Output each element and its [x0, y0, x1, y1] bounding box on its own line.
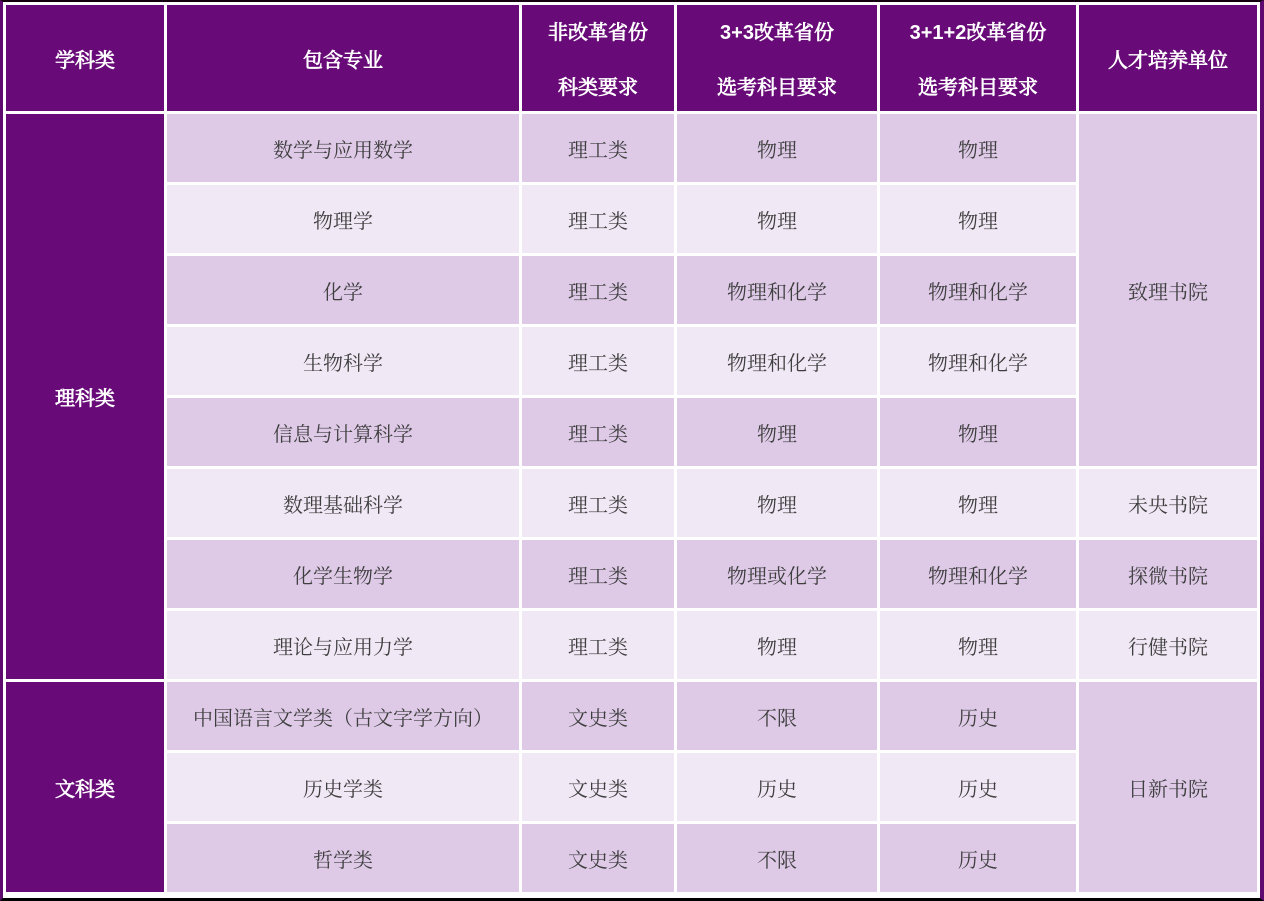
- table-row: [6, 682, 1257, 750]
- req-3-3-cell: 物理或化学: [677, 540, 877, 608]
- req-3-3-cell: 物理和化学: [677, 256, 877, 324]
- req-3-3-cell: 不限: [677, 682, 877, 750]
- category-cell-liberal-arts: 文科类: [6, 682, 164, 892]
- unit-cell-zhili: 致理书院: [1079, 114, 1257, 466]
- req-3-1-2-cell: 物理和化学: [880, 327, 1076, 395]
- class-req-cell: 文史类: [522, 682, 674, 750]
- header-label-line2: 科类要求: [558, 77, 638, 99]
- table-row: [6, 185, 1257, 253]
- header-reform-3-1-2: [880, 5, 1076, 111]
- header-row: [6, 5, 1257, 111]
- header-label-line2: 选考科目要求: [717, 77, 837, 99]
- req-3-1-2-cell: 历史: [880, 682, 1076, 750]
- table-row: [6, 114, 1257, 182]
- major-cell: 中国语言文学类（古文字学方向）: [167, 682, 519, 750]
- major-cell: 历史学类: [167, 753, 519, 821]
- header-label: 学科类: [55, 49, 115, 72]
- table-row: [6, 824, 1257, 892]
- table-row: [6, 327, 1257, 395]
- class-req-cell: 理工类: [522, 185, 674, 253]
- header-label: 人才培养单位: [1108, 49, 1228, 72]
- category-cell-science: 理科类: [6, 114, 164, 679]
- header-label: 包含专业: [303, 49, 383, 72]
- table-row: [6, 753, 1257, 821]
- header-non-reform: [522, 5, 674, 111]
- header-reform-3-3: [677, 5, 877, 111]
- class-req-cell: 理工类: [522, 540, 674, 608]
- unit-cell-rixin: 日新书院: [1079, 682, 1257, 892]
- header-label-line1: 非改革省份: [548, 22, 648, 44]
- major-cell: 生物科学: [167, 327, 519, 395]
- major-cell: 化学生物学: [167, 540, 519, 608]
- class-req-cell: 文史类: [522, 753, 674, 821]
- req-3-3-cell: 物理: [677, 469, 877, 537]
- header-label-line1: 3+3改革省份: [720, 22, 834, 44]
- major-cell: 信息与计算科学: [167, 398, 519, 466]
- header-label-line2: 选考科目要求: [918, 77, 1038, 99]
- req-3-3-cell: 物理: [677, 185, 877, 253]
- table-row: [6, 611, 1257, 679]
- table-row: [6, 540, 1257, 608]
- unit-cell-tanwei: 探微书院: [1079, 540, 1257, 608]
- class-req-cell: 理工类: [522, 398, 674, 466]
- req-3-3-cell: 物理: [677, 398, 877, 466]
- header-label-line1: 3+1+2改革省份: [909, 22, 1047, 44]
- class-req-cell: 理工类: [522, 114, 674, 182]
- req-3-1-2-cell: 物理: [880, 611, 1076, 679]
- major-cell: 化学: [167, 256, 519, 324]
- req-3-3-cell: 物理: [677, 114, 877, 182]
- class-req-cell: 理工类: [522, 256, 674, 324]
- major-cell: 理论与应用力学: [167, 611, 519, 679]
- header-talent-unit: [1079, 5, 1257, 111]
- table-row: [6, 398, 1257, 466]
- req-3-1-2-cell: 物理和化学: [880, 256, 1076, 324]
- major-cell: 哲学类: [167, 824, 519, 892]
- class-req-cell: 理工类: [522, 611, 674, 679]
- req-3-1-2-cell: 历史: [880, 753, 1076, 821]
- table-row: [6, 469, 1257, 537]
- req-3-3-cell: 不限: [677, 824, 877, 892]
- req-3-1-2-cell: 物理: [880, 398, 1076, 466]
- class-req-cell: 理工类: [522, 469, 674, 537]
- header-subject-category: [6, 5, 164, 111]
- major-cell: 物理学: [167, 185, 519, 253]
- major-cell: 数理基础科学: [167, 469, 519, 537]
- unit-cell-weiyang: 未央书院: [1079, 469, 1257, 537]
- req-3-1-2-cell: 物理: [880, 469, 1076, 537]
- req-3-3-cell: 物理: [677, 611, 877, 679]
- req-3-1-2-cell: 历史: [880, 824, 1076, 892]
- unit-cell-xingjian: 行健书院: [1079, 611, 1257, 679]
- table-row: [6, 256, 1257, 324]
- req-3-1-2-cell: 物理和化学: [880, 540, 1076, 608]
- admissions-table: [3, 2, 1260, 895]
- major-cell: 数学与应用数学: [167, 114, 519, 182]
- req-3-3-cell: 历史: [677, 753, 877, 821]
- class-req-cell: 理工类: [522, 327, 674, 395]
- req-3-3-cell: 物理和化学: [677, 327, 877, 395]
- class-req-cell: 文史类: [522, 824, 674, 892]
- header-majors: [167, 5, 519, 111]
- req-3-1-2-cell: 物理: [880, 185, 1076, 253]
- req-3-1-2-cell: 物理: [880, 114, 1076, 182]
